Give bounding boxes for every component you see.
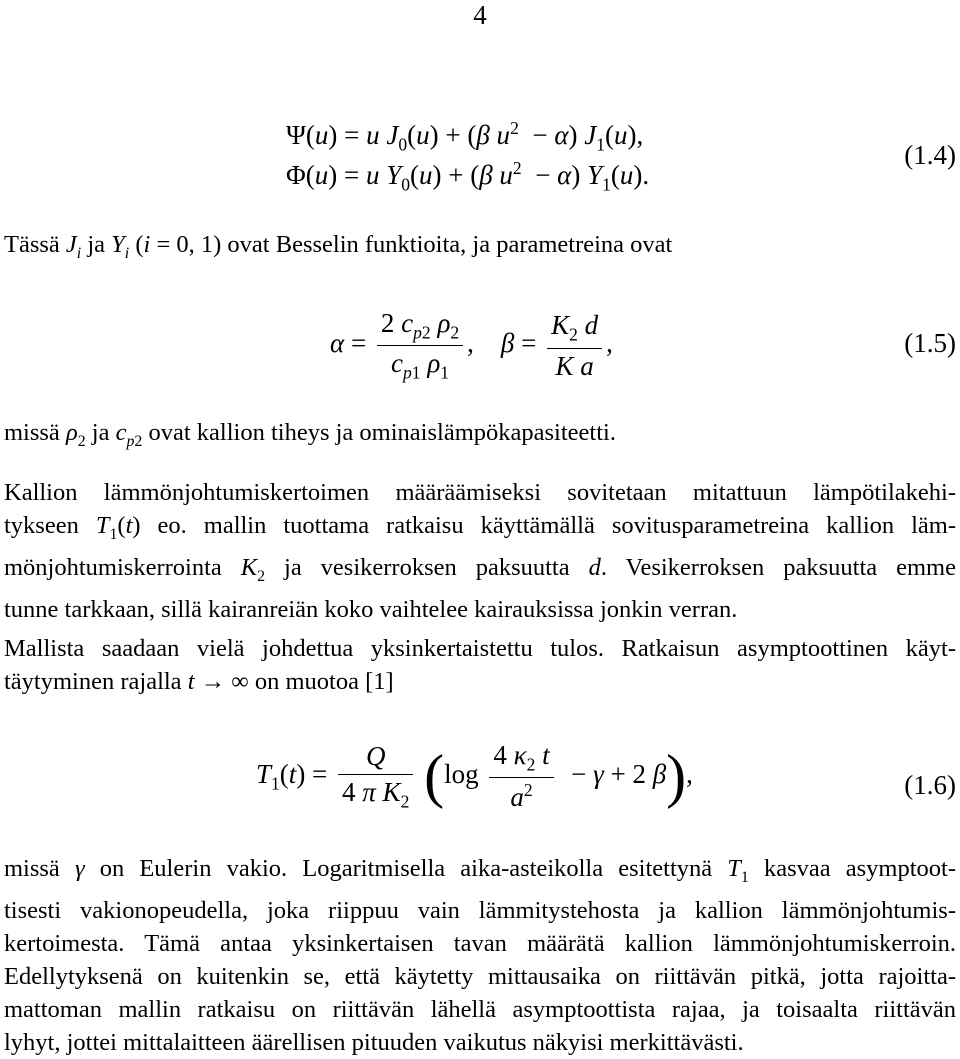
- equation-1-5-number: (1.5): [904, 328, 956, 358]
- p5-line-1: missä γ on Eulerin vakio. Logaritmisella aika-asteikolla esitettynä $T_1$ kasvaa asymptoot-: [4, 855, 956, 886]
- paragraph-5: [4, 852, 956, 1059]
- p3-line-2: tykseen $T_1(t)$ eo. mallin tuottama ratkaisu käyttämällä sovitusparametreina kallion läm-: [4, 512, 957, 543]
- paragraph-3: [4, 476, 956, 626]
- p3-line-1: Kallion lämmönjohtumiskertoimen määräämiseksi sovitetaan mitattuun lämpötilakehi-: [4, 479, 956, 506]
- equation-1-4-line-2: Φ(u) = u $Y_0(u) + (\beta$ $u^2 - \alpha$) $Y_1(u)$.: [286, 158, 650, 195]
- paragraph-1: Tässä $J_i$ ja $Y_i$ (i = 0, 1) ovat Besselin funktioita, ja parametreina ovat: [4, 231, 673, 262]
- p5-line-5: mattoman mallin ratkaisu on riittävän lähellä asymptoottista rajaa, ja toisaalta riittävän: [4, 995, 956, 1023]
- p5-line-2: tisesti vakionopeudella, joka riippuu vain lämmitystehosta ja kallion lämmönjohtumis-: [4, 896, 956, 924]
- p5-line-3: kertoimesta. Tämä antaa yksinkertaisen tavan määrätä kallion lämmönjohtumiskerroin.: [4, 929, 956, 957]
- paragraph-4: [4, 632, 956, 698]
- p4-line-2: täytyminen rajalla t → ∞ on muotoa [1]: [4, 668, 394, 695]
- p5-line-6: lyhyt, jottei mittalaitteen äärellisen pituuden vaikutus näkyisi merkittävästi.: [4, 1028, 744, 1056]
- equation-1-4-line-1: Ψ(u) = u $J_0(u) + (\beta$ $u^2 - \alpha$) $J_1(u)$,: [286, 118, 644, 155]
- equation-1-5: α = $\frac{2 c_{p2} \rho_2}{c_{p1} \rho_1}$ , β = $\frac{K_2 d}{\text{K a}}$ ,: [330, 308, 613, 383]
- paragraph-2: missä $\rho_2$ ja $c_{p2}$ ovat kallion tiheys ja ominaislämpökapasiteetti.: [4, 419, 616, 450]
- p4-line-1: Mallista saadaan vielä johdettua yksinkertaistettu tulos. Ratkaisun asymptoottinen käyt-: [4, 635, 956, 662]
- equation-1-6: $T_1(t)$ = $\frac{Q}{4 \pi K_2}$ (log $\frac{4 \kappa_2 t}{a^2}$ − γ + 2 β),: [256, 740, 693, 813]
- equation-1-4-number: (1.4): [904, 140, 956, 170]
- page-number: 4: [473, 0, 487, 30]
- p3-line-3: mönjohtumiskerrointa $K_2$ ja vesikerroksen paksuutta d. Vesikerroksen paksuutta emme: [4, 553, 956, 585]
- p5-line-4: Edellytyksenä on kuitenkin se, että käytetty mittausaika on riittävän pitkä, jotta rajoitta-: [4, 962, 956, 990]
- equation-1-6-number: (1.6): [904, 770, 956, 800]
- p3-line-4: tunne tarkkaan, sillä kairanreiän koko vaihtelee kairauksissa jonkin verran.: [4, 595, 738, 623]
